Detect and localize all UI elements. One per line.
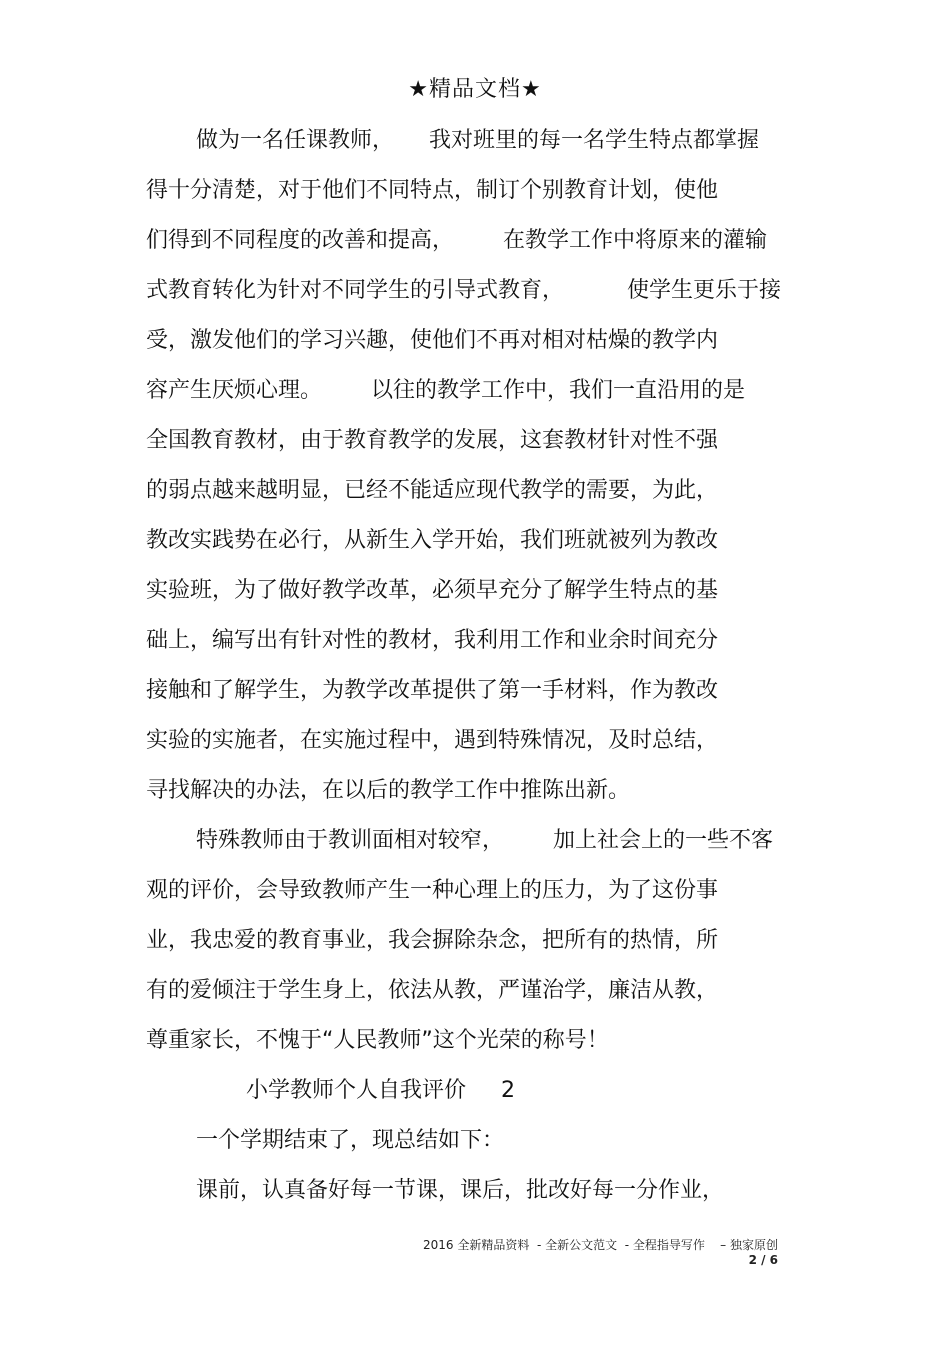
body-line: 做为一名任课教师， 我对班里的每一名学生特点都掌握	[196, 128, 759, 153]
body-line: 得十分清楚，对于他们不同特点，制订个别教育计划，使他	[146, 178, 719, 203]
body-line: 课前，认真备好每一节课，课后，批改好每一分作业，	[196, 1178, 725, 1203]
body-line: 实验的实施者，在实施过程中，遇到特殊情况，及时总结，	[146, 728, 719, 753]
body-line: 教改实践势在必行，从新生入学开始，我们班就被列为教改	[146, 528, 719, 553]
body-line: 接触和了解学生，为教学改革提供了第一手材料，作为教改	[146, 678, 719, 703]
body-line: 受，激发他们的学习兴趣，使他们不再对相对枯燥的教学内	[146, 328, 719, 353]
body-line: 有的爱倾注于学生身上，依法从教，严谨治学，廉洁从教，	[146, 978, 719, 1003]
body-line: 的弱点越来越明显，已经不能适应现代教学的需要，为此，	[146, 478, 719, 503]
footer-text: 2016 全新精品资料 - 全新公文范文 - 全程指导写作 – 独家原创	[423, 1238, 778, 1252]
body-line: 一个学期结束了，现总结如下：	[196, 1128, 505, 1153]
section-heading: 小学教师个人自我评价 2	[246, 1078, 515, 1103]
body-line: 础上，编写出有针对性的教材，我利用工作和业余时间充分	[146, 628, 719, 653]
body-line: 观的评价，会导致教师产生一种心理上的压力，为了这份事	[146, 878, 719, 903]
body-line: 全国教育教材，由于教育教学的发展，这套教材针对性不强	[146, 428, 719, 453]
header-title: ★精品文档★	[408, 77, 542, 102]
body-line: 寻找解决的办法，在以后的教学工作中推陈出新。	[146, 778, 631, 803]
body-line: 特殊教师由于教训面相对较窄， 加上社会上的一些不客	[196, 828, 773, 853]
body-line: 们得到不同程度的改善和提高， 在教学工作中将原来的灌输	[146, 228, 767, 253]
body-line: 实验班，为了做好教学改革，必须早充分了解学生特点的基	[146, 578, 719, 603]
body-line: 式教育转化为针对不同学生的引导式教育， 使学生更乐于接	[146, 278, 781, 303]
body-line: 容产生厌烦心理。 以往的教学工作中，我们一直沿用的是	[146, 378, 745, 403]
page-number: 2 / 6	[748, 1253, 778, 1267]
body-line: 业，我忠爱的教育事业，我会摒除杂念，把所有的热情，所	[146, 928, 719, 953]
body-line: 尊重家长，不愧于“人民教师”这个光荣的称号！	[146, 1028, 609, 1053]
